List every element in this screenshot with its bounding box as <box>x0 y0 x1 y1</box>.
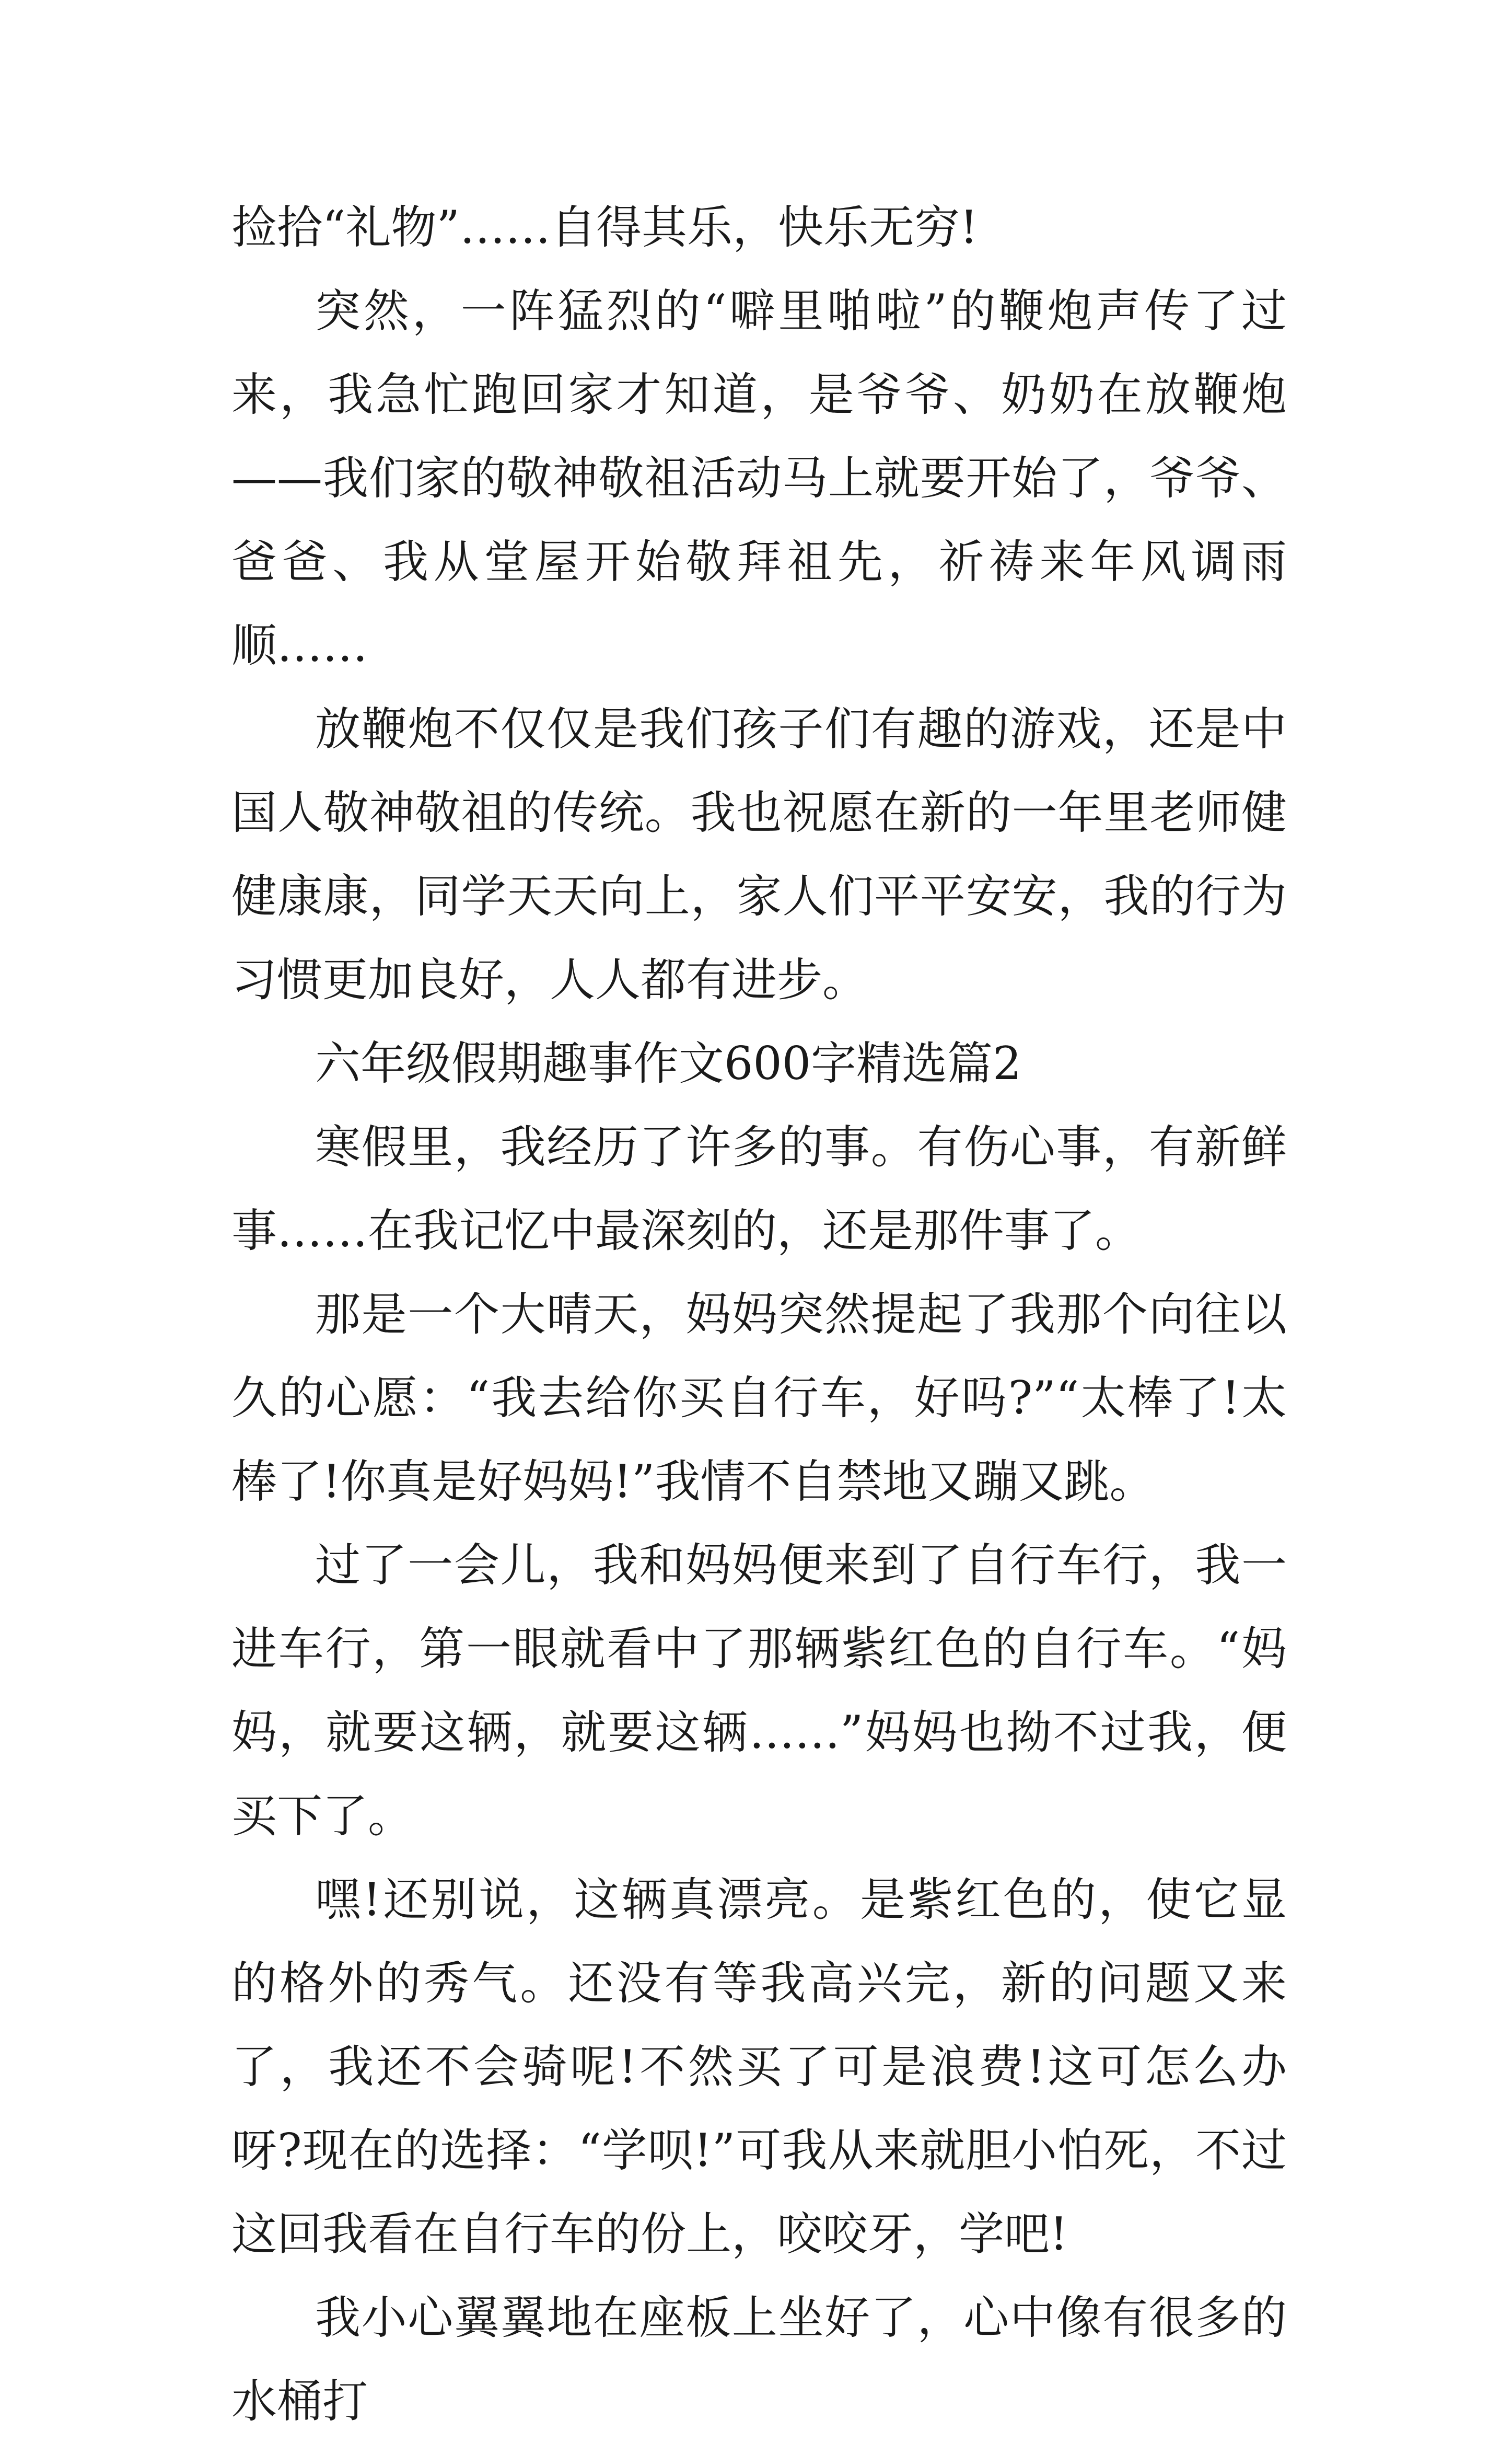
document-body <box>231 186 1287 2443</box>
paragraph-winter-break: 寒假里，我经历了许多的事。有伤心事，有新鲜事……在我记忆中最深刻的，还是那件事了。 <box>231 1120 1287 1257</box>
paragraph-continuation: 捡拾“礼物”……自得其乐，快乐无穷! <box>231 201 978 254</box>
paragraph-firecrackers: 突然，一阵猛烈的“噼里啪啦”的鞭炮声传了过来，我急忙跑回家才知道，是爷爷、奶奶在放鞭炮——我们家的敬神敬祖活动马上就要开始了，爷爷、爸爸、我从堂屋开始敬拜祖先，祈祷来年风调雨顺…… <box>231 284 1287 672</box>
paragraph-purple-bike: 嘿!还别说，这辆真漂亮。是紫红色的，使它显的格外的秀气。还没有等我高兴完，新的问题又来了，我还不会骑呢!不然买了可是浪费!这可怎么办呀?现在的选择：“学呗!”可我从来就胆小怕死，不过这回我看在自行车的份上，咬咬牙，学吧! <box>231 1873 1287 2261</box>
paragraph-bike-shop: 过了一会儿，我和妈妈便来到了自行车行，我一进车行，第一眼就看中了那辆紫红色的自行车。“妈妈，就要这辆，就要这辆……”妈妈也拗不过我，便买下了。 <box>231 1538 1287 1843</box>
section-heading: 六年级假期趣事作文600字精选篇2 <box>315 1037 1022 1090</box>
paragraph-tradition: 放鞭炮不仅仅是我们孩子们有趣的游戏，还是中国人敬神敬祖的传统。我也祝愿在新的一年里老师健健康康，同学天天向上，家人们平平安安，我的行为习惯更加良好，人人都有进步。 <box>231 702 1287 1006</box>
paragraph-seat: 我小心翼翼地在座板上坐好了，心中像有很多的水桶打 <box>231 2291 1287 2428</box>
paragraph-sunny-day: 那是一个大晴天，妈妈突然提起了我那个向往以久的心愿：“我去给你买自行车，好吗?”“太棒了!太棒了!你真是好妈妈!”我情不自禁地又蹦又跳。 <box>231 1288 1287 1508</box>
